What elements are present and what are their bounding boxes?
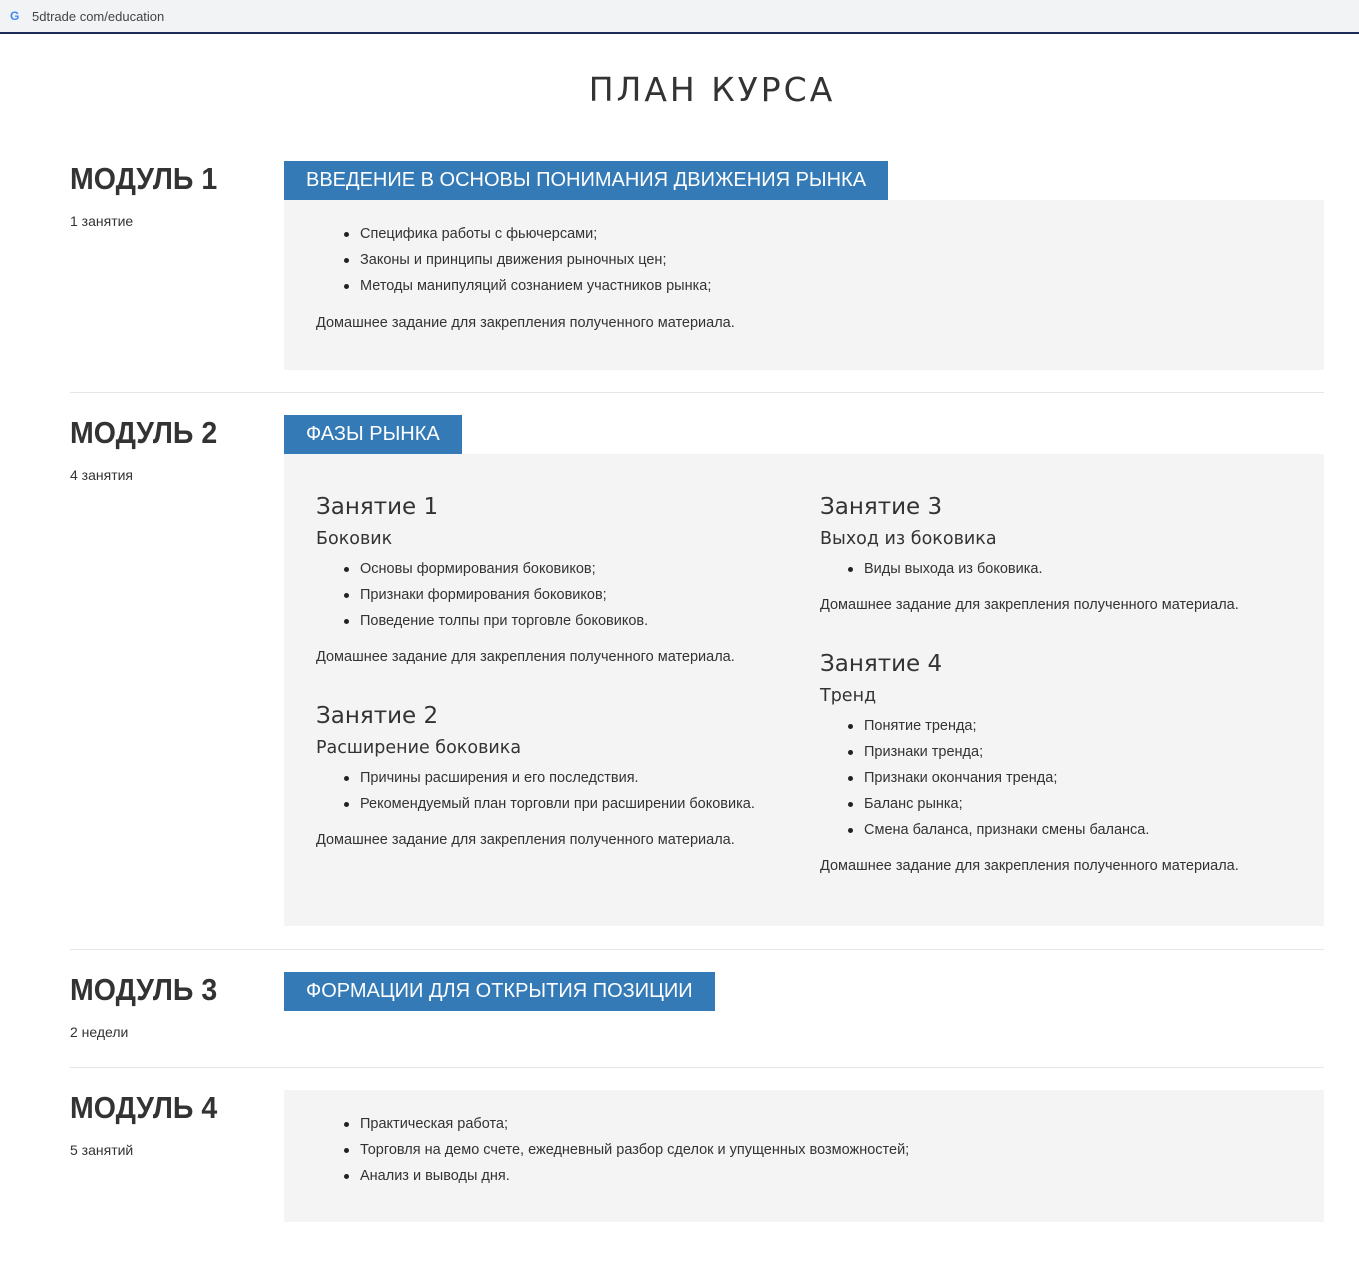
lesson-3: [820, 494, 1300, 613]
bullet-list: [316, 556, 796, 634]
module-title: ВВЕДЕНИЕ В ОСНОВЫ ПОНИМАНИЯ ДВИЖЕНИЯ РЫНКА: [284, 161, 888, 200]
url-text[interactable]: 5dtrade com/education: [32, 8, 165, 24]
module-content: [284, 454, 1324, 926]
lesson-heading: Занятие 1: [316, 494, 439, 520]
lesson-2: [316, 703, 796, 848]
list-item: Баланс рынка;: [820, 791, 1300, 817]
module-1: [70, 161, 1324, 370]
module-content: [284, 1090, 1324, 1222]
divider: [70, 1067, 1324, 1068]
module-3: [70, 972, 1324, 1052]
list-item: Анализ и выводы дня.: [316, 1163, 909, 1189]
list-item: Специфика работы с фьючерсами;: [316, 221, 711, 247]
module-title: ФАЗЫ РЫНКА: [284, 415, 462, 454]
lesson-4: [820, 651, 1300, 874]
module-2: [70, 415, 1324, 926]
list-item: Законы и принципы движения рыночных цен;: [316, 247, 711, 273]
lesson-topic: Выход из боковика: [820, 529, 997, 549]
bullet-list: [316, 1111, 909, 1189]
homework-text: Домашнее задание для закрепления полученного материала.: [316, 649, 735, 665]
list-item: Причины расширения и его последствия.: [316, 765, 796, 791]
homework-text: Домашнее задание для закрепления полученного материала.: [820, 858, 1239, 874]
list-item: Признаки формирования боковиков;: [316, 582, 796, 608]
bullet-list: [316, 221, 711, 299]
homework-text: Домашнее задание для закрепления полученного материала.: [820, 597, 1239, 613]
module-name: МОДУЛЬ 4: [70, 1090, 218, 1125]
lesson-1: [316, 494, 796, 665]
bullet-list: [820, 713, 1300, 843]
lesson-heading: Занятие 3: [820, 494, 943, 520]
module-duration: 1 занятие: [70, 213, 134, 229]
lesson-topic: Расширение боковика: [316, 738, 522, 758]
list-item: Понятие тренда;: [820, 713, 1300, 739]
lesson-heading: Занятие 4: [820, 651, 943, 677]
divider: [70, 949, 1324, 950]
module-duration: 5 занятий: [70, 1142, 134, 1158]
list-item: Торговля на демо счете, ежедневный разбор сделок и упущенных возможностей;: [316, 1137, 909, 1163]
module-name: МОДУЛЬ 3: [70, 972, 218, 1007]
list-item: Поведение толпы при торговле боковиков.: [316, 608, 796, 634]
list-item: Виды выхода из боковика.: [820, 556, 1300, 582]
module-name: МОДУЛЬ 2: [70, 415, 218, 450]
module-duration: 4 занятия: [70, 467, 134, 483]
module-duration: 2 недели: [70, 1024, 129, 1040]
list-item: Признаки тренда;: [820, 739, 1300, 765]
list-item: Основы формирования боковиков;: [316, 556, 796, 582]
lesson-heading: Занятие 2: [316, 703, 439, 729]
list-item: Методы манипуляций сознанием участников рынка;: [316, 273, 711, 299]
lesson-topic: Тренд: [820, 686, 877, 706]
lesson-topic: Боковик: [316, 529, 393, 549]
bullet-list: [316, 765, 796, 817]
module-4: [70, 1090, 1324, 1222]
module-name: МОДУЛЬ 1: [70, 161, 218, 196]
homework-text: Домашнее задание для закрепления полученного материала.: [316, 832, 735, 848]
list-item: Признаки окончания тренда;: [820, 765, 1300, 791]
module-title: ФОРМАЦИИ ДЛЯ ОТКРЫТИЯ ПОЗИЦИИ: [284, 972, 715, 1011]
module-content: [284, 200, 1324, 370]
bullet-list: [820, 556, 1300, 582]
list-item: Практическая работа;: [316, 1111, 909, 1137]
page-title: ПЛАН КУРСА: [588, 70, 836, 109]
list-item: Рекомендуемый план торговли при расширении боковика.: [316, 791, 796, 817]
list-item: Смена баланса, признаки смены баланса.: [820, 817, 1300, 843]
browser-address-bar: [0, 0, 1359, 34]
homework-text: Домашнее задание для закрепления полученного материала.: [316, 315, 735, 331]
divider: [70, 392, 1324, 393]
google-g-icon: G: [10, 9, 20, 23]
